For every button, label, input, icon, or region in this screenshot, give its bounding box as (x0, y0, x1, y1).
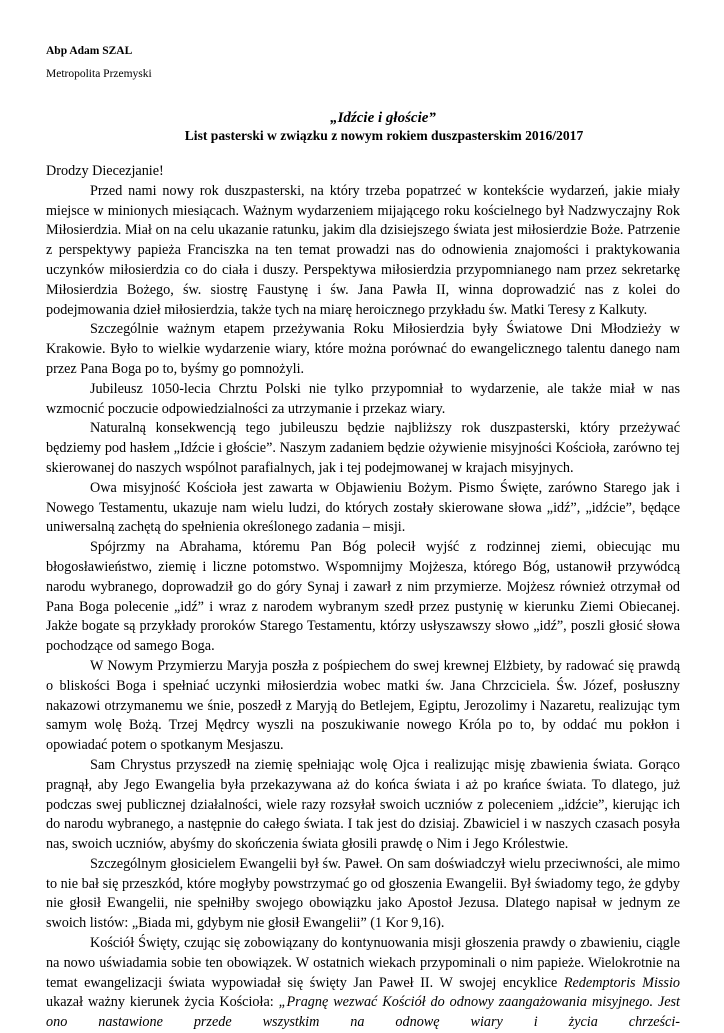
paragraph: Sam Chrystus przyszedł na ziemię spełniając wolę Ojca i realizując misję zbawienia świata. Gorąco pragnął, aby Jego Ewangelia była przekazywana aż do końca świata i aż po krańce świata. To dlatego, już podczas swej publicznej działalności, wiele razy rozsyłał swoich uczniów z poleceniem „idźcie”, kierując ich do narodu wybranego, a następnie do całego świata. I tak jest do dzisiaj. Zbawiciel i w naszych czasach posyła nas, swoich uczniów, abyśmy do skończenia świata głosili prawdę o Nim i Jego Królestwie. (46, 756, 680, 853)
author-title: Metropolita Przemyski (46, 68, 152, 80)
paragraph: Jubileusz 1050-lecia Chrztu Polski nie tylko przypomniał to wydarzenie, ale także miał w nas wzmocnić poczucie odpowiedzialności za utrzymanie i przekaz wiary. (46, 380, 680, 417)
paragraph: Spójrzmy na Abrahama, któremu Pan Bóg polecił wyjść z rodzinnej ziemi, obiecując mu błogosławieństwo, ziemię i liczne potomstwo. Wspomnijmy Mojżesza, którego Bóg, ustanowił przywódcą narodu wybranego, doprowadził go do góry Synaj i zawarł z nim przymierze. Mojżesz również otrzymał od Pana Boga polecenie „idź” i wraz z narodem wybranym szedł przez pustynię w kierunku Ziemi Obiecanej. Jakże bogate są przykłady proroków Starego Testamentu, którzy usłyszawszy słowo „idź”, poszli głosić słowa pochodzące od samego Boga. (46, 539, 680, 655)
paragraph-text: ukazał ważny kierunek życia Kościoła: (46, 994, 279, 1011)
encyclical-title: Redemptoris Missio (563, 974, 680, 991)
paragraph: Szczególnym głosicielem Ewangelii był św. Paweł. On sam doświadczył wielu przeciwności, ale mimo to nie bał się przeszkód, które mogłyby powstrzymać go od głoszenia Ewangelii. Był świadomy tego, że gdyby nie głosił Ewangelii, nie spełniłby swojego obowiązku jako Apostoł Jezusa. Dlatego napisał w jednym ze swoich listów: „Biada mi, gdybym nie głosił Ewangelii” (1 Kor 9,16). (46, 855, 680, 932)
paragraph: Przed nami nowy rok duszpasterski, na który trzeba popatrzeć w kontekście wydarzeń, jakie miały miejsce w minionych miesiącach. Ważnym wydarzeniem mijającego roku kościelnego był Nadzwyczajny Rok Miłosierdzia. Miał on na celu ukazanie ratunku, jakim dla dzisiejszego świata jest miłosierdzie Boże. Patrzenie z perspektywy papieża Franciszka na ten temat prowadzi nas do odnowienia znajomości i praktykowania uczynków miłosierdzia co do ciała i duszy. Perspektywa miłosierdzia przypomnianego nam przez sekretarkę Miłosierdzia Bożego, św. siostrę Faustynę i św. Jana Pawła II, winna doprowadzić nas z kolei do podejmowania dzieł miłosierdzia, także tych na miarę heroicznego przykładu św. Matki Teresy z Kalkuty. (46, 182, 680, 318)
author-name: Abp Adam SZAL (46, 45, 133, 57)
paragraph: W Nowym Przymierzu Maryja poszła z pośpiechem do swej krewnej Elżbiety, by radować się prawdą o bliskości Boga i spełniać uczynki miłosierdzia wobec matki św. Jana Chrzciciela. Św. Józef, posłuszny nakazowi otrzymanemu we śnie, poszedł z Maryją do Betlejem, Egiptu, Jerozolimy i Nazaretu, realizując tym samym wolę Bożą. Trzej Mędrcy wyszli na poszukiwanie nowego Króla po to, by oddać mu pokłon i opowiadać potem o spotkanym Mesjaszu. (46, 657, 680, 754)
paragraph: Szczególnie ważnym etapem przeżywania Roku Miłosierdzia były Światowe Dni Młodzieży w Krakowie. Było to wielkie wydarzenie wiary, które można porównać do ewangelicznego talentu danego nam przez Pana Boga po to, byśmy go pomnożyli. (46, 321, 680, 377)
paragraph-last (46, 934, 680, 1033)
paragraph: Naturalną konsekwencją tego jubileuszu będzie najbliższy rok duszpasterski, który przeżywać będziemy pod hasłem „Idźcie i głoście”. Naszym zadaniem będzie ożywienie misyjności Kościoła, zarówno tej skierowanej do naszych wspólnot parafialnych, jak i tej podejmowanej w krajach misyjnych. (46, 420, 680, 476)
letter-body (46, 182, 680, 1033)
letter-title: „Idźcie i głoście” (330, 110, 436, 126)
encyclical-quote: „Pragnę wezwać Kościół do odnowy zaangażowania misyjnego. Jest ono nastawione przede wszystkim na odnowę wiary i życia chrześci- (46, 994, 681, 1031)
paragraph: Owa misyjność Kościoła jest zawarta w Objawieniu Bożym. Pismo Święte, zarówno Starego jak i Nowego Testamentu, ukazuje nam wielu ludzi, do których zostały skierowane słowa „idź”, „idźcie”, będące uniwersalną zachętą do spełnienia określonego zadania – misji. (46, 479, 680, 536)
greeting: Drodzy Diecezjanie! (46, 163, 164, 179)
paragraph-text: Kościół Święty, czując się zobowiązany do kontynuowania misji głoszenia prawdy o zbawieniu, ciągle na nowo uświadamia sobie ten obowiązek. W ostatnich wiekach przypominali o nim papieże. Wielokrotnie na temat ewangelizacji świata wypowiadał się święty Jan Paweł II. W swojej encyklice (46, 935, 680, 991)
letter-subtitle: List pasterski w związku z nowym rokiem duszpasterskim 2016/2017 (184, 128, 584, 143)
